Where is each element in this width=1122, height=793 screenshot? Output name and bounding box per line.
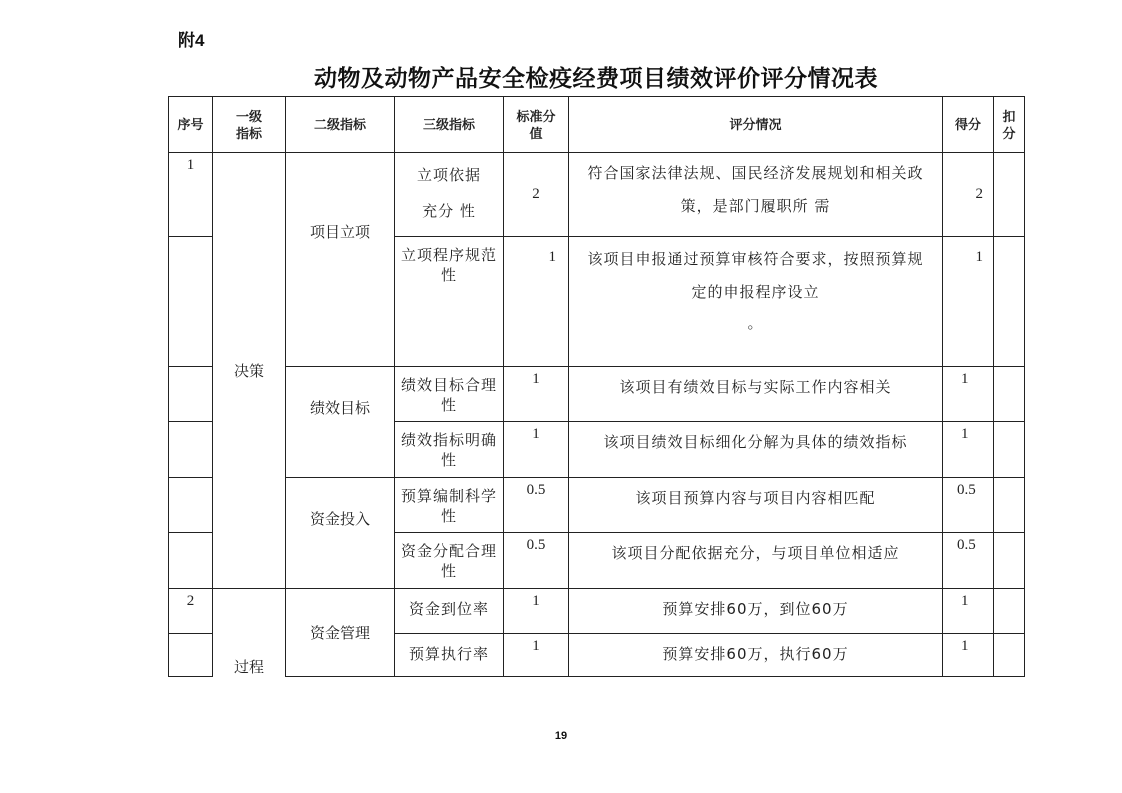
header-score: 得分 <box>943 97 994 153</box>
situation-cell: 该项目分配依据充分，与项目单位相适应 <box>569 533 943 589</box>
situation-cell <box>569 237 943 367</box>
situation-tail: 。 <box>747 314 764 332</box>
level3-cell <box>395 153 504 237</box>
level2-fund-input: 资金投入 <box>286 478 395 589</box>
level3-text: 充分 性 <box>422 202 476 220</box>
standard-cell: 0.5 <box>504 478 569 533</box>
score-cell: 0.5 <box>943 533 994 589</box>
situation-cell: 预算安排60万，到位60万 <box>569 589 943 634</box>
situation-cell: 该项目绩效目标细化分解为具体的绩效指标 <box>569 422 943 478</box>
level2-project-setup: 项目立项 <box>286 153 395 367</box>
standard-cell: 1 <box>504 634 569 677</box>
table-row <box>169 153 1025 237</box>
table-row <box>169 367 1025 422</box>
row-seq <box>169 367 213 422</box>
score-cell: 2 <box>943 153 994 237</box>
level3-cell: 绩效目标合理性 <box>395 367 504 422</box>
header-row <box>169 97 1025 153</box>
deduct-cell <box>994 589 1025 634</box>
level3-cell: 资金到位率 <box>395 589 504 634</box>
row-seq: 2 <box>169 589 213 634</box>
score-cell: 1 <box>943 422 994 478</box>
deduct-cell <box>994 153 1025 237</box>
page-number: 19 <box>554 730 568 742</box>
level3-cell: 立项程序规范性 <box>395 237 504 367</box>
header-level2: 二级指标 <box>286 97 395 153</box>
table-row <box>169 589 1025 634</box>
situation-cell: 符合国家法律法规、国民经济发展规划和相关政策，是部门履职所 需 <box>569 153 943 237</box>
header-seq: 序号 <box>169 97 213 153</box>
score-cell: 1 <box>943 237 994 367</box>
header-level1: 一级 指标 <box>213 97 286 153</box>
row-seq <box>169 237 213 367</box>
standard-cell: 1 <box>504 422 569 478</box>
situation-cell: 该项目预算内容与项目内容相匹配 <box>569 478 943 533</box>
deduct-cell <box>994 634 1025 677</box>
header-situation: 评分情况 <box>569 97 943 153</box>
attachment-label: 附4 <box>178 31 205 50</box>
standard-cell: 1 <box>504 367 569 422</box>
row-seq: 1 <box>169 153 213 237</box>
level3-text: 立项依据 <box>416 166 481 184</box>
level3-cell: 资金分配合理性 <box>395 533 504 589</box>
table-row <box>169 478 1025 533</box>
level2-perf-goal: 绩效目标 <box>286 367 395 478</box>
row-seq <box>169 533 213 589</box>
level1-process: 过程 <box>213 589 286 677</box>
header-level3: 三级指标 <box>395 97 504 153</box>
evaluation-table <box>168 96 1025 677</box>
deduct-cell <box>994 422 1025 478</box>
page-title: 动物及动物产品安全检疫经费项目绩效评价评分情况表 <box>314 65 878 92</box>
situation-cell: 预算安排60万，执行60万 <box>569 634 943 677</box>
score-cell: 0.5 <box>943 478 994 533</box>
score-cell: 1 <box>943 367 994 422</box>
row-seq <box>169 634 213 677</box>
deduct-cell <box>994 367 1025 422</box>
deduct-cell <box>994 237 1025 367</box>
level3-cell: 预算执行率 <box>395 634 504 677</box>
score-cell: 1 <box>943 589 994 634</box>
row-seq <box>169 422 213 478</box>
standard-cell: 1 <box>504 589 569 634</box>
score-cell: 1 <box>943 634 994 677</box>
situation-text: 该项目申报通过预算审核符合要求，按照预算规定的申报程序设立 <box>587 250 924 301</box>
deduct-cell <box>994 478 1025 533</box>
standard-cell: 1 <box>504 237 569 367</box>
header-standard: 标准分 值 <box>504 97 569 153</box>
level1-decision: 决策 <box>213 153 286 589</box>
situation-cell: 该项目有绩效目标与实际工作内容相关 <box>569 367 943 422</box>
header-deduct: 扣 分 <box>994 97 1025 153</box>
level3-cell: 绩效指标明确性 <box>395 422 504 478</box>
deduct-cell <box>994 533 1025 589</box>
level3-cell: 预算编制科学性 <box>395 478 504 533</box>
standard-cell: 2 <box>504 153 569 237</box>
row-seq <box>169 478 213 533</box>
level2-fund-mgmt: 资金管理 <box>286 589 395 677</box>
standard-cell: 0.5 <box>504 533 569 589</box>
